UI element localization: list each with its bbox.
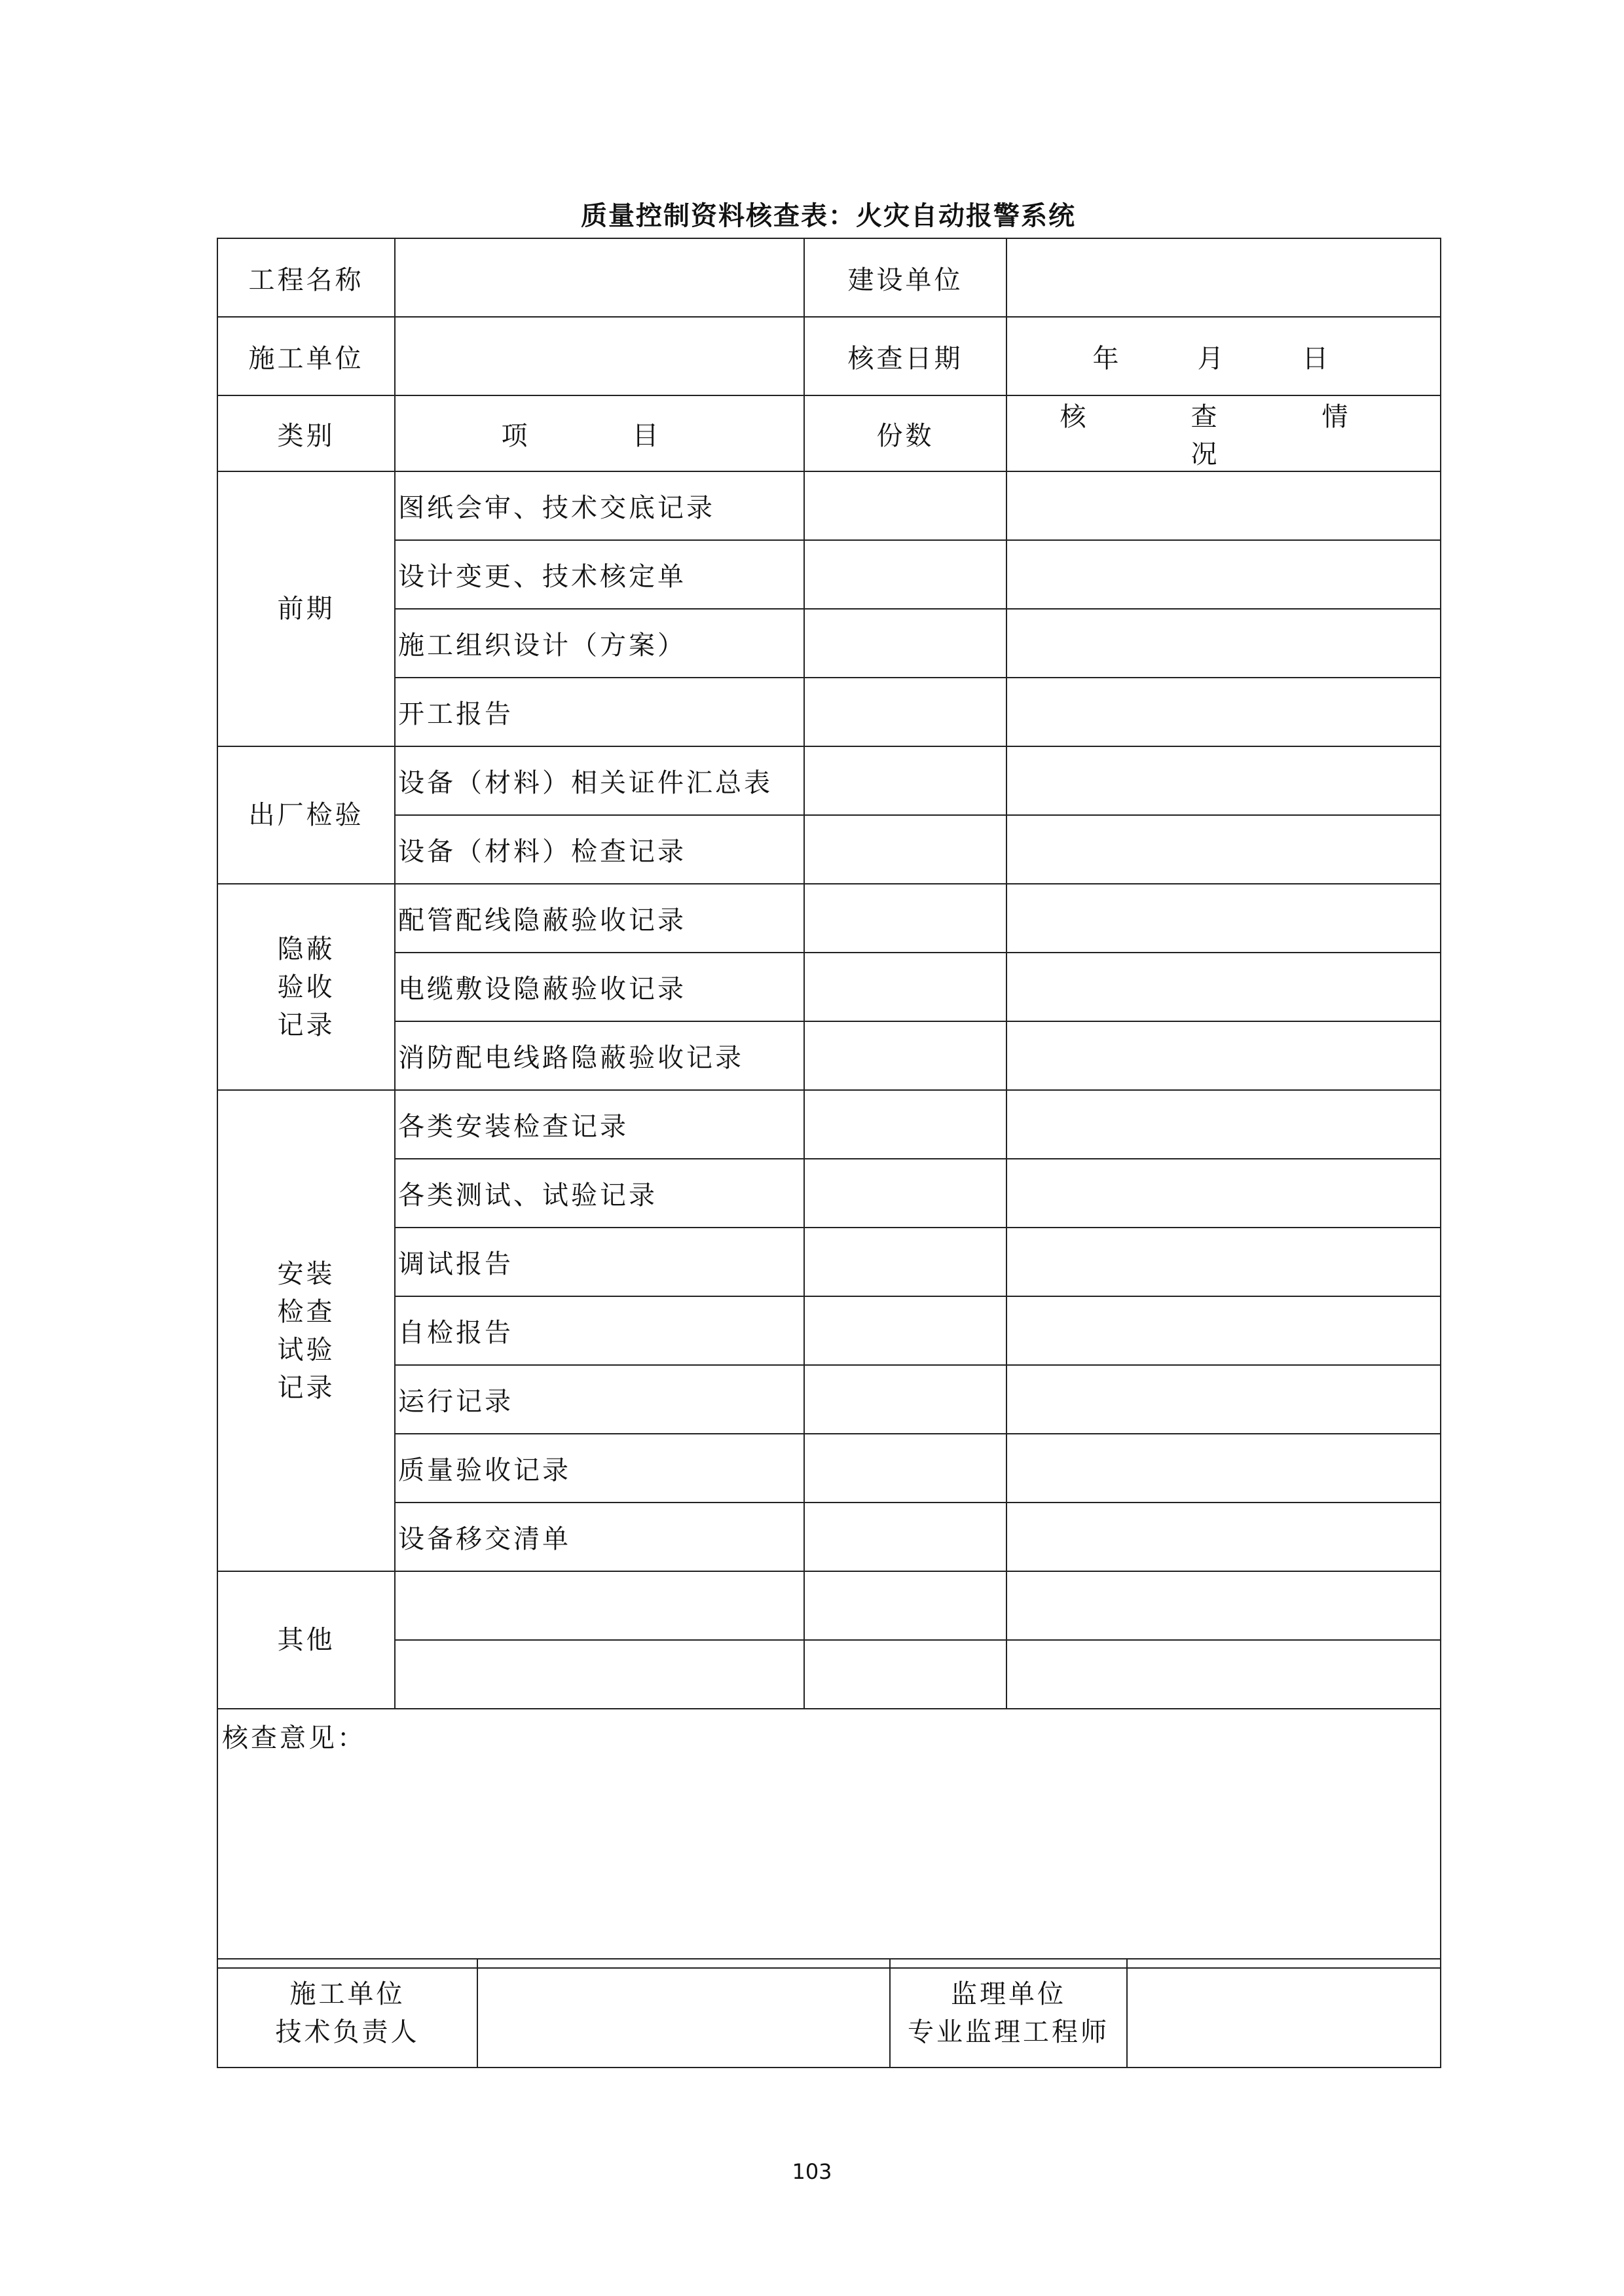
contractor-sign-line1: 施工单位 (289, 1979, 405, 2009)
opinion-field[interactable] (217, 1709, 1441, 1968)
item-cell: 施工组织设计（方案） (395, 609, 804, 678)
table-row (217, 1021, 1441, 1090)
category-label: 验收 (277, 972, 335, 1002)
copies-cell[interactable] (804, 678, 1006, 746)
category-label: 试验 (277, 1334, 335, 1365)
item-cell: 电缆敷设隐蔽验收记录 (395, 953, 804, 1021)
table-row (217, 1571, 1441, 1640)
copies-cell[interactable] (804, 1503, 1006, 1571)
category-label: 记录 (277, 1372, 335, 1403)
contractor-signature-field[interactable] (477, 1959, 890, 2068)
copies-cell[interactable] (804, 1228, 1006, 1296)
status-cell[interactable] (1006, 540, 1441, 609)
table-row (217, 746, 1441, 815)
table-row (217, 884, 1441, 953)
item-cell: 质量验收记录 (395, 1434, 804, 1503)
table-row (217, 609, 1441, 678)
opinion-row (217, 1709, 1441, 1968)
copies-cell[interactable] (804, 1365, 1006, 1434)
status-column-header: 核 查 情 况 (1006, 395, 1441, 471)
table-row (217, 1090, 1441, 1159)
status-cell[interactable] (1006, 815, 1441, 884)
owner-label: 建设单位 (804, 238, 1006, 317)
category-cell (217, 746, 395, 884)
column-header-row (217, 395, 1441, 471)
check-date-label: 核查日期 (804, 317, 1006, 395)
status-cell[interactable] (1006, 1159, 1441, 1228)
item-cell[interactable] (395, 1640, 804, 1709)
category-cell (217, 1571, 395, 1709)
copies-cell[interactable] (804, 746, 1006, 815)
signature-table (217, 1958, 1441, 2068)
contractor-field[interactable] (395, 317, 804, 395)
copies-cell[interactable] (804, 1021, 1006, 1090)
table-row (217, 1365, 1441, 1434)
status-cell[interactable] (1006, 884, 1441, 953)
project-name-field[interactable] (395, 238, 804, 317)
copies-cell[interactable] (804, 1296, 1006, 1365)
copies-cell[interactable] (804, 815, 1006, 884)
item-cell: 各类安装检查记录 (395, 1090, 804, 1159)
status-cell[interactable] (1006, 1365, 1441, 1434)
status-cell[interactable] (1006, 1228, 1441, 1296)
status-cell[interactable] (1006, 953, 1441, 1021)
status-cell[interactable] (1006, 609, 1441, 678)
table-row (217, 1503, 1441, 1571)
category-label: 检查 (277, 1296, 335, 1327)
item-cell: 各类测试、试验记录 (395, 1159, 804, 1228)
table-row (217, 1640, 1441, 1709)
table-row (217, 471, 1441, 540)
contractor-signature-label (217, 1959, 477, 2068)
page-number: 103 (792, 2159, 832, 2184)
item-column-header: 项 目 (395, 395, 804, 471)
status-cell[interactable] (1006, 471, 1441, 540)
copies-cell[interactable] (804, 1640, 1006, 1709)
category-label: 出厂检验 (248, 800, 364, 830)
item-cell: 设备移交清单 (395, 1503, 804, 1571)
table-row (217, 815, 1441, 884)
copies-cell[interactable] (804, 884, 1006, 953)
status-cell[interactable] (1006, 1571, 1441, 1640)
category-column-header: 类别 (217, 395, 395, 471)
item-cell[interactable] (395, 1571, 804, 1640)
status-cell[interactable] (1006, 1503, 1441, 1571)
status-cell[interactable] (1006, 1021, 1441, 1090)
opinion-label: 核查意见： (222, 1723, 366, 1753)
check-rows (217, 471, 1441, 1709)
category-label: 其他 (277, 1625, 335, 1655)
status-cell[interactable] (1006, 1296, 1441, 1365)
copies-cell[interactable] (804, 1434, 1006, 1503)
category-cell (217, 884, 395, 1090)
copies-cell[interactable] (804, 540, 1006, 609)
category-label: 记录 (277, 1010, 335, 1040)
category-cell (217, 1090, 395, 1571)
status-cell[interactable] (1006, 678, 1441, 746)
item-cell: 图纸会审、技术交底记录 (395, 471, 804, 540)
contractor-row (217, 317, 1441, 395)
project-name-label: 工程名称 (217, 238, 395, 317)
status-cell[interactable] (1006, 746, 1441, 815)
category-label: 隐蔽 (277, 934, 335, 964)
item-cell: 配管配线隐蔽验收记录 (395, 884, 804, 953)
project-row (217, 238, 1441, 317)
status-cell[interactable] (1006, 1434, 1441, 1503)
item-cell: 开工报告 (395, 678, 804, 746)
page-title: 质量控制资料核查表：火灾自动报警系统 (581, 201, 1076, 231)
category-cell (217, 471, 395, 746)
item-cell: 自检报告 (395, 1296, 804, 1365)
copies-cell[interactable] (804, 1090, 1006, 1159)
contractor-label: 施工单位 (217, 317, 395, 395)
copies-cell[interactable] (804, 953, 1006, 1021)
item-cell: 运行记录 (395, 1365, 804, 1434)
copies-column-header: 份数 (804, 395, 1006, 471)
supervisor-signature-field[interactable] (1127, 1959, 1441, 2068)
contractor-sign-line2: 技术负责人 (275, 2017, 420, 2047)
item-cell: 调试报告 (395, 1228, 804, 1296)
quality-check-table (217, 238, 1453, 1969)
supervisor-sign-line2: 专业监理工程师 (908, 2017, 1109, 2047)
copies-cell[interactable] (804, 471, 1006, 540)
item-cell: 设备（材料）相关证件汇总表 (395, 746, 804, 815)
table-row (217, 1159, 1441, 1228)
item-cell: 消防配电线路隐蔽验收记录 (395, 1021, 804, 1090)
copies-cell[interactable] (804, 1571, 1006, 1640)
status-cell[interactable] (1006, 1090, 1441, 1159)
table-row (217, 1296, 1441, 1365)
signature-row (217, 1959, 1441, 2068)
status-cell[interactable] (1006, 1640, 1441, 1709)
copies-cell[interactable] (804, 609, 1006, 678)
table-row (217, 953, 1441, 1021)
supervisor-signature-label (890, 1959, 1127, 2068)
table-row (217, 540, 1441, 609)
category-label: 安装 (277, 1258, 335, 1289)
item-cell: 设备（材料）检查记录 (395, 815, 804, 884)
owner-field[interactable] (1006, 238, 1441, 317)
table-row (217, 678, 1441, 746)
table-row (217, 1228, 1441, 1296)
item-cell: 设计变更、技术核定单 (395, 540, 804, 609)
check-date-field[interactable]: 年 月 日 (1006, 317, 1441, 395)
table-row (217, 1434, 1441, 1503)
copies-cell[interactable] (804, 1159, 1006, 1228)
category-label: 前期 (277, 594, 335, 624)
supervisor-sign-line1: 监理单位 (951, 1979, 1066, 2009)
